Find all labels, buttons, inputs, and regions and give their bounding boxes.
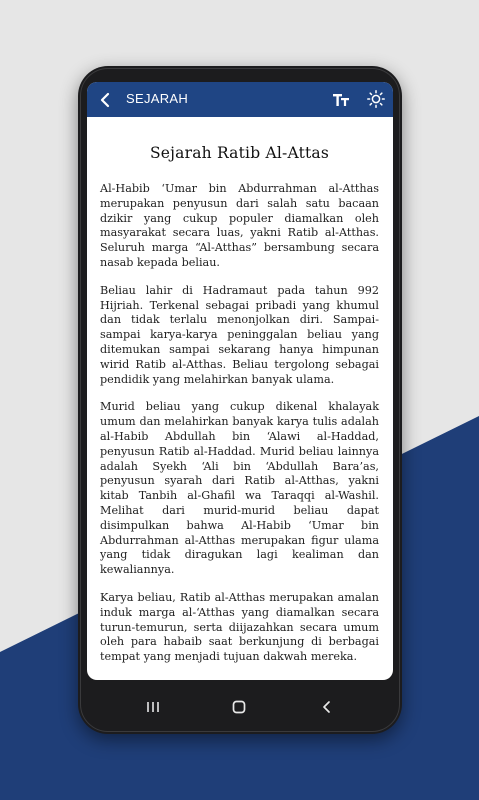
page-title: SEJARAH [126,91,189,106]
home-icon [228,696,250,718]
nav-back-button[interactable] [316,696,338,718]
app-bar [87,82,393,117]
recent-apps-button[interactable] [142,696,164,718]
recent-apps-icon [142,696,164,718]
text-size-icon [331,90,351,110]
app-screen [87,82,393,680]
back-arrow-icon [97,90,115,110]
article-paragraph: Al-Habib ‘Umar bin Abdurrahman al-Atthas merupakan penyusun dari salah satu bacaan dzikir yang cukup populer diamalkan oleh masyarakat secara luas, yakni Ratib al-Atthas. Seluruh marga “Al-Atthas” bersambung secara nasab kepada beliau. [100,182,379,269]
article-content [100,144,379,678]
brightness-button[interactable] [366,89,386,109]
brightness-icon [366,89,386,109]
article-title: Sejarah Ratib Al-Attas [149,144,330,162]
article-paragraph: Karya beliau, Ratib al-Atthas merupakan amalan induk marga al-‘Atthas yang diamalkan secara turun-temurun, serta diijazahkan secara umum oleh para habaib saat berkunjung di berbagai tempat yang menjadi tujuan dakwah mereka. [100,590,379,664]
back-button[interactable] [97,90,115,110]
article-paragraph: Murid beliau yang cukup dikenal khalayak umum dan melahirkan banyak karya tulis adalah al-Habib Abdullah bin ‘Alawi al-Haddad, penyusun Ratib al-Haddad. Murid beliau lainnya adalah Syekh ‘Ali bin ‘Abdullah Bara’as, penyusun syarah dari Ratib al-Atthas, yakni kitab Tanbih al-Ghafil wa Taraqqi al-Washil. Melihat dari murid-murid beliau dapat disimpulkan bahwa Al-Habib ‘Umar bin Abdurrahman al-Atthas merupakan figur ulama yang tidak diragukan lagi kealiman dan kewaliannya. [100,400,379,577]
text-size-button[interactable] [331,90,351,110]
system-nav-bar [87,690,393,722]
article-paragraph: Beliau lahir di Hadramaut pada tahun 992 Hijriah. Terkenal sebagai pribadi yang khumul dan tidak terlalu menonjolkan diri. Sampai-sampai karya-karya peninggalan beliau yang ditemukan sampai sekarang hanya himpunan wirid Ratib al-Atthas. Beliau tergolong sebagai pendidik yang melahirkan banyak ulama. [100,283,379,386]
home-button[interactable] [228,696,250,718]
nav-back-icon [316,696,338,718]
